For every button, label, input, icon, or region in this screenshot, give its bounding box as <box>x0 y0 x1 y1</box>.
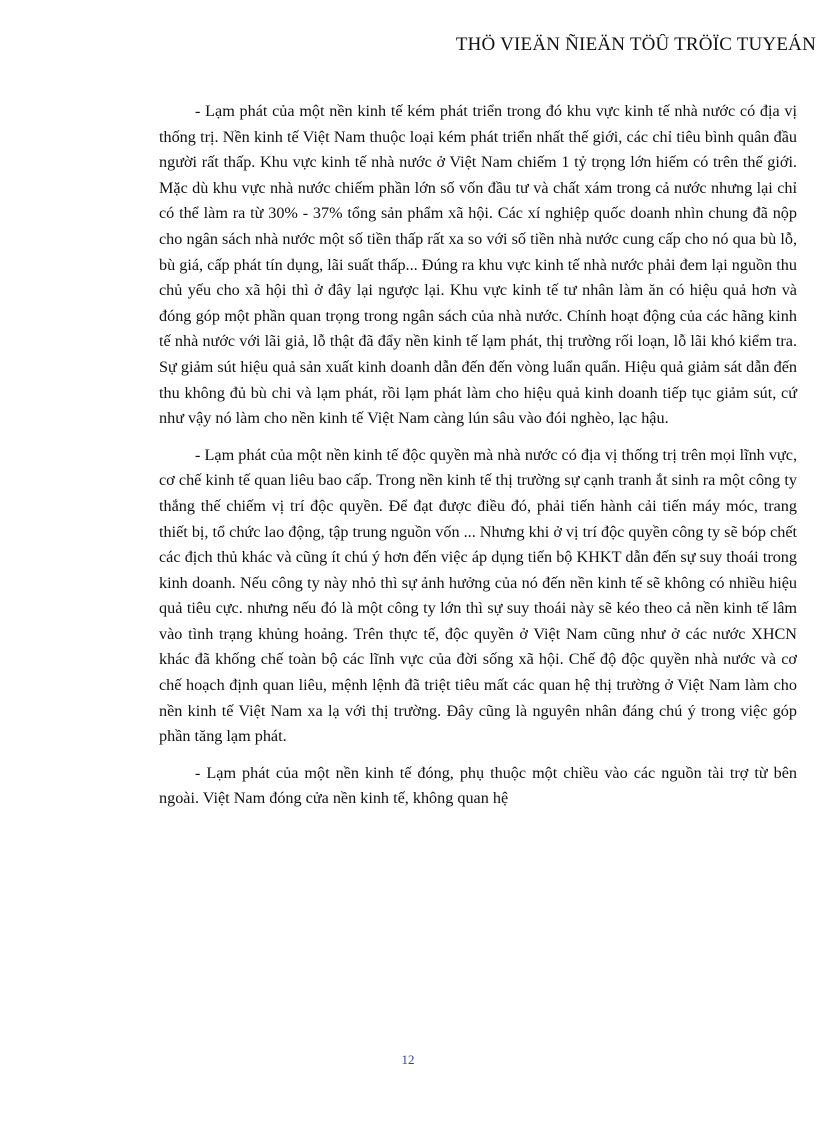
paragraph-1: - Lạm phát của một nền kinh tế kém phát triển trong đó khu vực kinh tế nhà nước có địa vị thống trị. Nền kinh tế Việt Nam thuộc loại kém phát triển nhất thế giới, các chỉ tiêu bình quân đầu người rất thấp. Khu vực kinh tế nhà nước ở Việt Nam chiếm 1 tỷ trọng lớn hiếm có trên thế giới. Mặc dù khu vực nhà nước chiếm phần lớn số vốn đầu tư và chất xám trong cả nước nhưng lại chỉ có thể làm ra từ 30% - 37% tổng sản phẩm xã hội. Các xí nghiệp quốc doanh nhìn chung đã nộp cho ngân sách nhà nước một số tiền thấp rất xa so với số tiền nhà nước cung cấp cho nó qua bù lỗ, bù giá, cấp phát tín dụng, lãi suất thấp... Đúng ra khu vực kinh tế nhà nước phải đem lại nguồn thu chủ yếu cho xã hội thì ở đây lại ngược lại. Khu vực kinh tế tư nhân làm ăn có hiệu quả hơn và đóng góp một phần quan trọng trong ngân sách của nhà nước. Chính hoạt động của các hãng kinh tế nhà nước với lãi giả, lỗ thật đã đẩy nền kinh tế lạm phát, thị trường rối loạn, lỗ lãi khó kiểm tra. Sự giảm sút hiệu quả sản xuất kinh doanh dẫn đến đến vòng luẩn quẩn. Hiệu quả giảm sát dẫn đến thu không đủ bù chi và lạm phát, rồi lạm phát làm cho hiệu quả kinh doanh tiếp tục giảm sút, cứ như vậy nó làm cho nền kinh tế Việt Nam càng lún sâu vào đói nghèo, lạc hậu. <box>159 102 797 428</box>
page-number: 12 <box>401 1052 415 1067</box>
running-header: THÖ VIEÄN ÑIEÄN TÖÛ TRÖÏC TUYEÁN <box>455 34 816 55</box>
document-body <box>159 99 797 823</box>
paragraph-2: - Lạm phát của một nền kinh tế độc quyền mà nhà nước có địa vị thống trị trên mọi lĩnh vực, cơ chế kinh tế quan liêu bao cấp. Trong nền kinh tế thị trường sự cạnh tranh ắt sinh ra một công ty thắng thế chiếm vị trí độc quyền. Để đạt được điều đó, phải tiến hành cải tiến máy móc, trang thiết bị, tổ chức lao động, tập trung nguồn vốn ... Nhưng khi ở vị trí độc quyền công ty sẽ bóp chết các địch thủ khác và cũng ít chú ý hơn đến việc áp dụng tiến bộ KHKT dẫn đến sự suy thoái trong kinh doanh. Nếu công ty này nhỏ thì sự ảnh hưởng của nó đến nền kinh tế sẽ không có nhiều hiệu quả tiêu cực. nhưng nếu đó là một công ty lớn thì sự suy thoái này sẽ kéo theo cả nền kinh tế lâm vào tình trạng khủng hoảng. Trên thực tế, độc quyền ở Việt Nam cũng như ở các nước XHCN khác đã khống chế toàn bộ các lĩnh vực của đời sống xã hội. Chế độ độc quyền nhà nước và cơ chế hoạch định quan liêu, mệnh lệnh đã triệt tiêu mất các quan hệ thị trường ở Việt Nam làm cho nền kinh tế Việt Nam xa lạ với thị trường. Đây cũng là nguyên nhân đáng chú ý trong việc góp phần tăng lạm phát. <box>159 445 797 746</box>
paragraph-3: - Lạm phát của một nền kinh tế đóng, phụ thuộc một chiều vào các nguồn tài trợ từ bên ngoài. Việt Nam đóng cửa nền kinh tế, không quan hệ <box>159 763 797 808</box>
